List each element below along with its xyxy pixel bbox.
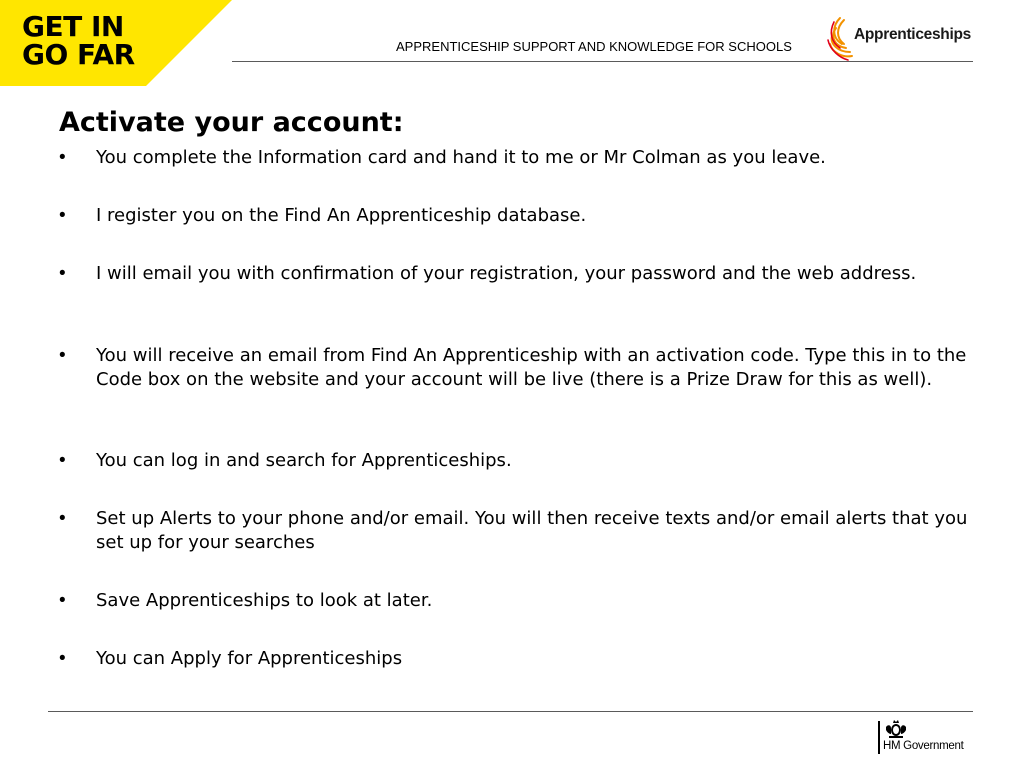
header-title: APPRENTICESHIP SUPPORT AND KNOWLEDGE FOR SCHOOLS: [396, 39, 792, 54]
hm-government-text: HM Government: [883, 740, 964, 752]
list-item: [59, 204, 979, 228]
apprenticeships-logo-text: Apprenticeships: [854, 26, 971, 43]
list-item-text: You can Apply for Apprenticeships: [96, 648, 403, 669]
apprenticeships-logo: [826, 14, 976, 62]
royal-crest-icon: [884, 719, 908, 739]
banner-logo-text: [22, 10, 135, 71]
list-item-text: Save Apprenticeships to look at later.: [96, 590, 433, 611]
list-item-text: You can log in and search for Apprenticeships.: [96, 450, 512, 471]
header-divider: [232, 61, 973, 62]
list-item: [59, 146, 979, 170]
list-item: [59, 344, 979, 391]
list-item: [59, 507, 979, 554]
list-item-text: You complete the Information card and hand it to me or Mr Colman as you leave.: [96, 147, 826, 168]
bullet-icon: •: [59, 508, 66, 529]
get-in-go-far-banner: [0, 0, 232, 86]
bullet-icon: •: [59, 345, 66, 366]
bullet-icon: •: [59, 450, 66, 471]
bullet-icon: •: [59, 590, 66, 611]
banner-line-2: GO FAR: [22, 38, 135, 71]
bullet-icon: •: [59, 205, 66, 226]
list-item-text: I will email you with confirmation of your registration, your password and the web address.: [96, 263, 917, 284]
footer-divider: [48, 711, 973, 712]
list-item: [59, 589, 979, 613]
bullet-icon: •: [59, 147, 66, 168]
list-item: [59, 262, 979, 286]
hm-government-bar: [878, 721, 880, 754]
list-item-text: Set up Alerts to your phone and/or email. You will then receive texts and/or email alerts that you set up for your searches: [96, 508, 968, 553]
list-item: [59, 647, 979, 671]
list-item: [59, 449, 979, 473]
bullet-icon: •: [59, 648, 66, 669]
list-item-text: I register you on the Find An Apprenticeship database.: [96, 205, 587, 226]
page-title: Activate your account:: [59, 107, 404, 138]
list-item-text: You will receive an email from Find An Apprenticeship with an activation code. Type this in to the Code box on the website and your account will be live (there is a Prize Draw for this as well).: [96, 345, 967, 390]
banner-line-1: GET IN: [22, 10, 124, 43]
hm-government-logo: [878, 719, 978, 759]
bullet-icon: •: [59, 263, 66, 284]
